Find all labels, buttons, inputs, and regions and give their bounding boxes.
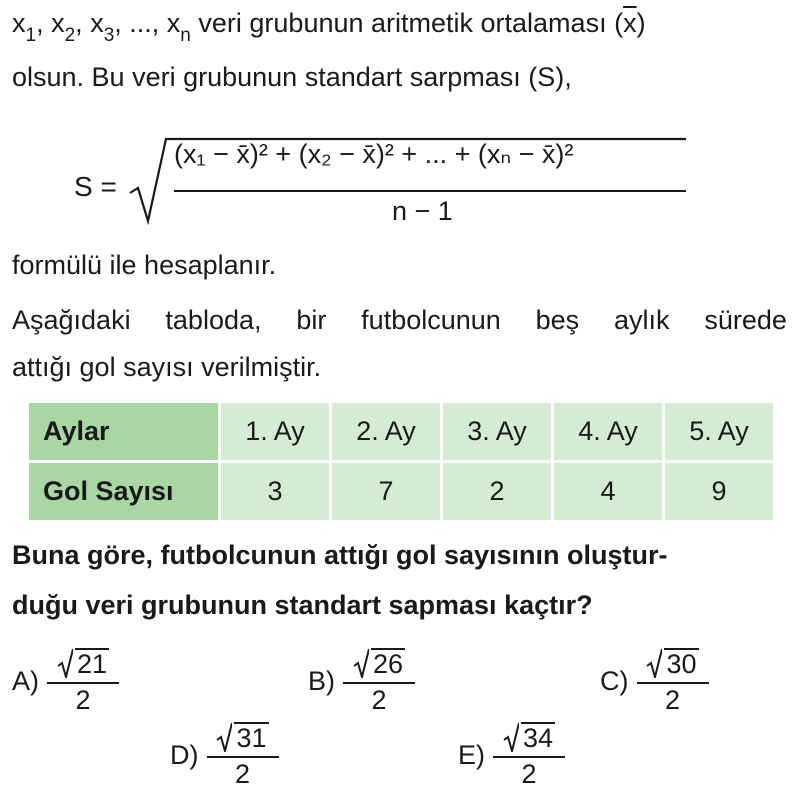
para-line-2: attığı gol sayısı verilmiştir. bbox=[12, 352, 322, 382]
option-denominator: 2 bbox=[664, 685, 681, 715]
month-cell: 1. Ay bbox=[220, 402, 331, 462]
option-letter: B) bbox=[308, 665, 335, 696]
question-line-2: duğu veri grubunun standart sapması kaçtır? bbox=[12, 590, 593, 620]
sqrt-icon bbox=[353, 648, 369, 678]
para-word: tabloda, bbox=[165, 305, 262, 335]
option-radicand: 26 bbox=[372, 649, 404, 679]
formula-denominator: n − 1 bbox=[392, 196, 453, 226]
option-radicand: 30 bbox=[666, 649, 697, 679]
option-d[interactable] bbox=[170, 722, 279, 788]
para-word: aylık bbox=[614, 305, 670, 335]
para-word: futbolcunun bbox=[361, 305, 501, 335]
option-denominator: 2 bbox=[521, 759, 537, 789]
std-dev-formula bbox=[74, 133, 714, 233]
goal-cell: 3 bbox=[220, 462, 331, 522]
x3-subscript: 3 bbox=[103, 25, 115, 46]
para-word: sürede bbox=[704, 305, 787, 335]
question-line-1: Buna göre, futbolcunun attığı gol sayısının oluştur- bbox=[12, 540, 668, 570]
xn: x bbox=[166, 8, 181, 38]
option-c[interactable] bbox=[600, 648, 709, 714]
option-letter: A) bbox=[12, 665, 39, 696]
para-word: bir bbox=[296, 305, 327, 335]
x3: x bbox=[90, 8, 104, 38]
mean-symbol: $\overline{x}$ bbox=[623, 8, 637, 38]
month-cell: 2. Ay bbox=[331, 402, 442, 462]
para-word: beş bbox=[535, 305, 580, 335]
table-row-months bbox=[28, 402, 775, 462]
month-cell: 4. Ay bbox=[553, 402, 664, 462]
x2-subscript: 2 bbox=[64, 25, 76, 46]
month-cell: 3. Ay bbox=[442, 402, 553, 462]
option-radicand: 21 bbox=[76, 649, 108, 679]
formula-lhs: S = bbox=[74, 171, 117, 202]
x1-subscript: 1 bbox=[25, 25, 37, 46]
table-header-label: Aylar bbox=[28, 402, 220, 462]
para-word: Aşağıdaki bbox=[12, 305, 131, 335]
goal-cell: 2 bbox=[442, 462, 553, 522]
sqrt-icon bbox=[503, 722, 519, 752]
option-letter: E) bbox=[458, 739, 485, 770]
option-fraction bbox=[493, 722, 565, 788]
option-fraction bbox=[637, 648, 709, 714]
sqrt-icon bbox=[216, 722, 232, 752]
sqrt-icon bbox=[57, 648, 73, 678]
option-a[interactable] bbox=[12, 648, 119, 714]
x2: x bbox=[51, 8, 65, 38]
option-e[interactable] bbox=[458, 722, 565, 788]
option-denominator: 2 bbox=[371, 685, 387, 715]
after-formula-text: formülü ile hesaplanır. bbox=[12, 250, 277, 280]
option-radicand: 31 bbox=[236, 723, 267, 753]
table-row-goals bbox=[28, 462, 775, 522]
option-denominator: 2 bbox=[234, 759, 251, 789]
sqrt-icon bbox=[646, 648, 662, 678]
option-letter: C) bbox=[600, 665, 629, 696]
goal-cell: 9 bbox=[664, 462, 775, 522]
ellipsis: , ..., bbox=[114, 8, 160, 38]
intro-line-1: $x_1$, $x_2$, $x_3$, ..., $x_n$ veri grubunun aritmetik ortalaması $(\overline{x})$ bbox=[12, 8, 646, 46]
xn-subscript: n bbox=[180, 25, 191, 46]
formula-numerator: (x₁ − x̄)² + (x₂ − x̄)² + ... + (xₙ − x̄)² bbox=[174, 139, 574, 169]
goals-table bbox=[26, 400, 776, 523]
x1: x bbox=[12, 8, 26, 38]
option-denominator: 2 bbox=[75, 685, 91, 715]
option-radicand: 34 bbox=[522, 723, 554, 753]
goal-cell: 4 bbox=[553, 462, 664, 522]
option-letter: D) bbox=[170, 739, 199, 770]
option-fraction bbox=[343, 648, 415, 714]
intro-rest: veri grubunun aritmetik ortalaması bbox=[198, 8, 607, 38]
intro-line-2: olsun. Bu veri grubunun standart sarpması (S), bbox=[12, 62, 572, 92]
table-row-label: Gol Sayısı bbox=[28, 462, 220, 522]
option-fraction bbox=[207, 722, 279, 788]
option-b[interactable] bbox=[308, 648, 415, 714]
option-fraction bbox=[47, 648, 119, 714]
month-cell: 5. Ay bbox=[664, 402, 775, 462]
goal-cell: 7 bbox=[331, 462, 442, 522]
para-line-1 bbox=[12, 303, 787, 337]
